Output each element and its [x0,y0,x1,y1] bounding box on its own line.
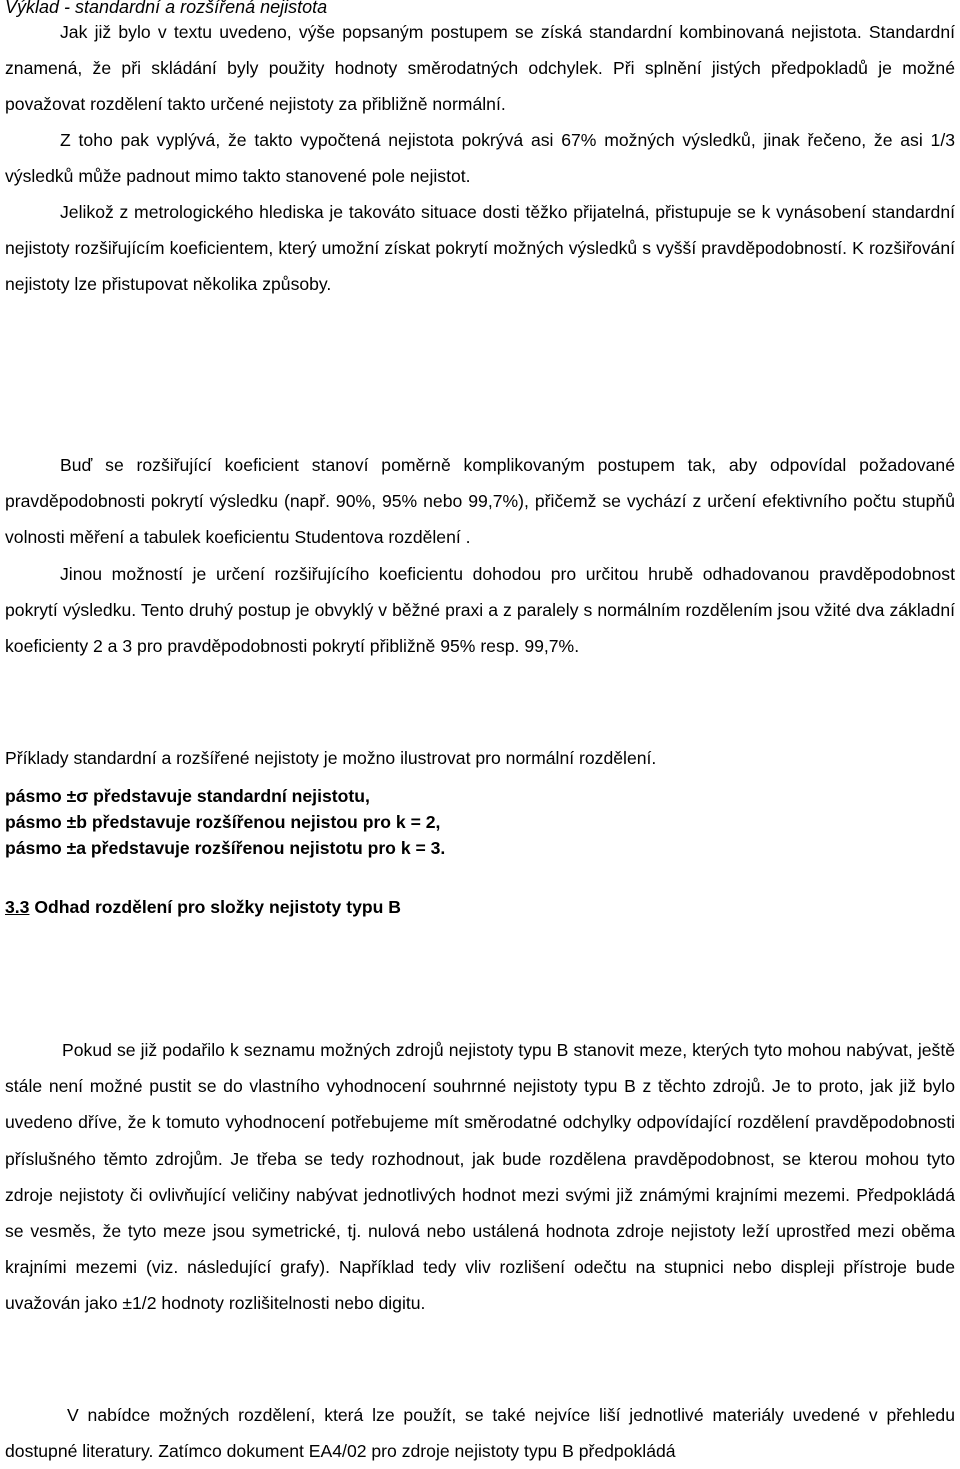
paragraph-distribution-offer: V nabídce možných rozdělení, která lze použít, se také nejvíce liší jednotlivé materiály uvedené v přehledu dostupné literatury. Zatímco dokument EA4/02 pro zdroje nejistoty typu B předpokládá [5,1405,955,1462]
section-title-text: Odhad rozdělení pro složky nejistoty typu B [34,897,401,917]
band-line-a: pásmo ±a představuje rozšířenou nejistotu pro k = 3. [5,838,446,858]
paragraph-type-b-distribution: Pokud se již podařilo k seznamu možných zdrojů nejistoty typu B stanovit meze, kterých tyto mohou nabývat, ještě stále není možné pustit se do vlastního vyhodnocení souhrnné nejistoty typu B z těchto zdrojů. Je to proto, jak již bylo uvedeno dříve, že k tomuto vyhodnocení potřebujeme mít směrodatné odchylky odpovídající rozdělení pravděpodobnosti příslušného těmto zdrojům. Je třeba se tedy rozhodnout, jak bude rozdělena pravděpodobnost, se kterou mohou tyto zdroje nejistoty či ovlivňující veličiny nabývat jednotlivých hodnot mezi svými již známými krajními mezemi. Předpokládá se vesměs, že tyto meze jsou symetrické, tj. nulová nebo ustálená hodnota zdroje nejistoty leží uprostřed mezi oběma krajními mezemi (viz. následující grafy). Například tedy vliv rozlišení odečtu na stupnici nebo displeji přístroje bude uvažován jako ±1/2 hodnoty rozlišitelnosti nebo digitu. [5,1040,955,1314]
paragraph-coverage-67: Z toho pak vyplývá, že takto vypočtená nejistota pokrývá asi 67% možných výsledků, jinak řečeno, že asi 1/3 výsledků může padnout mimo takto stanovené pole nejistot. [5,130,955,187]
paragraph-agreed-coefficient: Jinou možností je určení rozšiřujícího koeficientu dohodou pro určitou hrubě odhadovanou pravděpodobnost pokrytí výsledku. Tento druhý postup je obvyklý v běžné praxi a z paralely s normálním rozdělením jsou vžité dva základní koeficienty 2 a 3 pro pravděpodobnosti pokrytí přibližně 95% resp. 99,7%. [5,564,955,657]
section-title [5,895,401,919]
section-number: 3.3 [5,897,30,917]
paragraph-student-distribution: Buď se rozšiřující koeficient stanoví poměrně komplikovaným postupem tak, aby odpovídal požadované pravděpodobnosti pokrytí výsledku (např. 90%, 95% nebo 99,7%), přičemž se vychází z určení efektivního počtu stupňů volnosti měření a tabulek koeficientu Studentova rozdělení . [5,455,955,548]
band-definitions [5,783,955,861]
page-heading: Výklad - standardní a rozšířená nejistota [5,0,328,17]
paragraph-examples: Příklady standardní a rozšířené nejistoty je možno ilustrovat pro normální rozdělení. [5,748,657,768]
band-line-sigma: pásmo ±σ představuje standardní nejistotu, [5,786,370,806]
paragraph-standard-uncertainty: Jak již bylo v textu uvedeno, výše popsaným postupem se získá standardní kombinovaná nejistota. Standardní znamená, že při skládání byly použity hodnoty směrodatných odchylek. Při splnění jistých předpokladů je možné považovat rozdělení takto určené nejistoty za přibližně normální. [5,22,955,115]
band-line-b: pásmo ±b představuje rozšířenou nejistou pro k = 2, [5,812,441,832]
paragraph-expansion-factor: Jelikož z metrologického hlediska je takováto situace dosti těžko přijatelná, přistupuje se k vynásobení standardní nejistoty rozšiřujícím koeficientem, který umožní získat pokrytí možných výsledků s vyšší pravděpodobností. K rozšiřování nejistoty lze přistupovat několika způsoby. [5,202,955,295]
